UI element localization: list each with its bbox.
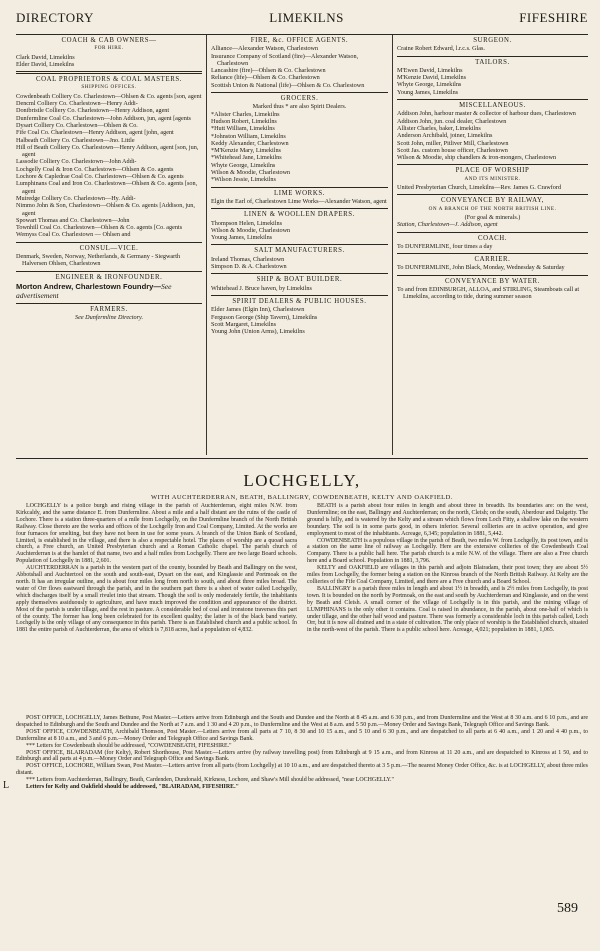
- list-item: Wilson & Moodie, Charlestown: [211, 226, 291, 234]
- list-item: Wemyss Coal Co. Charlestown — Ohlsen and: [16, 231, 131, 239]
- section-divider: [397, 164, 588, 165]
- section-divider: [211, 208, 388, 209]
- paragraph: LOCHGELLY is a police burgh and rising village in the parish of Auchterderran, eight miles N.W. from Kirkcaldy, and the same distance E. from Dunfermline. About a mile and a half distant are the ruins of the castle of Lochore. There is a station three-quarters of a mile from Lochgelly, on the Dunfermline branch of the North British Railway. Close thereto are the works and offices of the Lochgelly Iron and Coal Company, Limited. At the works are four furnaces for smelting, but they have not been in use for some years. A branch of the Union Bank of Scotland, Limited, is established in the village, and there is also a respectable hotel. The places of worship are a quoad sacra church, a Free church, an United Presbyterian church and a Roman Catholic chapel. The parish church of Auchterderran is at the hamlet of that name, two and a half miles from Lochgelly. There are two large Board schools. Population of Lochgelly in 1881, 2,601.: [16, 503, 297, 565]
- section-divider: [16, 71, 202, 74]
- paragraph: BALLINGRY is a parish three miles in length and about 1½ in breadth, and is 2½ miles from Lochgelly, its post town. It is bounded on the north by Portmoak, on the east and south by Auchterderran and Kinglassie, and on the west by Beath and Cleish. A small corner of the village of Lochgelly is in this parish, and the mining village of LUMPHINANS is the only other it contains. Coal is raised in abundance, in the parish, about one-half of which is under tillage, and the other half wood and pasture. There was formerly a considerable loch in this parish called, Loch Orr, but it is now all drained and in a state of cultivation. The only place of worship is the Established church, situated in the north-west of the parish. There is a public school here. Acreage, 4,021; population in 1881, 1,065.: [307, 585, 588, 634]
- section-divider: [397, 99, 588, 100]
- list-item: *Alister Charles, Limekilns: [211, 110, 280, 118]
- section-divider: [397, 232, 588, 233]
- head-right: FIFESHIRE: [519, 10, 588, 25]
- section-title-linen: LINEN & WOOLLEN DRAPERS.: [244, 211, 355, 219]
- list-item: Nimmo John & Son, Charlestown—Ohlsen & Co. agents [Addison, jun, agent: [16, 202, 195, 217]
- coach-list: [16, 54, 202, 69]
- section-divider: [211, 295, 388, 296]
- ship-entry: Whitehead J. Bruce haven, by Limekilns: [211, 284, 312, 292]
- list-item: Anderson Archibald, joiner, Limekilns: [397, 132, 493, 140]
- list-item: Elder David, Limekilns: [16, 60, 75, 68]
- section-title-surgeon: SURGEON.: [473, 37, 512, 44]
- list-item: Lochore & Capledrae Coal Co. Charlestown—Ohlsen & Co. agents: [16, 173, 184, 181]
- section-sub-coach: FOR HIRE.: [94, 45, 124, 52]
- head-left: DIRECTORY: [16, 10, 94, 25]
- consul-entry: Denmark, Sweden, Norway, Netherlands, & Germany - Siegwarth Halversen Ohlsen, Charlestown: [16, 253, 181, 268]
- section-divider: [397, 194, 588, 195]
- list-item: Young James, Limekilns: [397, 88, 459, 96]
- list-item: Dysart Colliery Co. Charlestown—Ohlsen & Co.: [16, 121, 138, 129]
- list-item: Whyte George, Limekilns: [397, 81, 462, 89]
- linen-list: [211, 220, 388, 242]
- list-item: Halbeath Colliery Co. Charlestown—Jno. Little: [16, 136, 135, 144]
- paragraph: POST OFFICE, LOCHORE, William Swan, Post Master.—Letters arrive from all parts (from Lochgelly) at 10 10 a.m., and are despatched thereto at 3 5 p.m.—The nearest Money Order Office, &c. is at LOCHGELLY, about three miles distant.: [16, 763, 588, 777]
- section-title-consul: CONSUL—VICE.: [79, 244, 139, 252]
- surgeon-entry: Craine Robert Edward, l.r.c.s. Glas.: [397, 45, 485, 53]
- engineer-advert-name: Morton Andrew, Charlestown Foundry—: [16, 281, 161, 291]
- margin-mark: L: [3, 780, 10, 791]
- list-item: Scottish Union & National (life)—Ohlsen & Co. Charlestown: [211, 81, 365, 89]
- section-title-grocers: GROCERS.: [280, 95, 319, 103]
- list-item: Spowart Thomas and Co. Charlestown—John: [16, 216, 130, 224]
- list-item: Hill of Beath Colliery Co. Charlestown—Henry Addison, agent [son, jun, agent: [16, 143, 199, 159]
- list-item: Townhill Coal Co. Charlestown—Ohlsen & Co. agents [Co. agents: [16, 224, 183, 232]
- paragraph: POST OFFICE, LOCHGELLY, James Bethune, Post Master.—Letters arrive from Edinburgh and the South and Dundee and the North at 8 45 a.m. and 6 30 p.m., and from Dunfermline and the West at 8 30 a.m. and 6 10 p.m., and are despatched to Edinburgh and the South and Dundee and the North at 7 a.m. and 1 30 and 4 20 p.m., to Dunfermline and the West at 8 a.m. and 5 50 p.m.—Money Order and Savings Bank, Telegraph Office and Savings Bank.: [16, 715, 588, 728]
- section-title-water: CONVEYANCE BY WATER.: [445, 277, 540, 285]
- paragraph: Letters for Kelty and Oakfield should be addressed, "BLAIRADAM, FIFESHIRE.": [26, 784, 239, 791]
- list-item: Lancashire (fire)—Ohlsen & Co. Charlestown: [211, 67, 326, 75]
- page-number: 589: [557, 901, 578, 916]
- spirit-list: [211, 306, 388, 335]
- list-item: Allister Charles, baker, Limekilns: [397, 124, 481, 132]
- list-item: Addison John, harbour master & collector of harbour dues, Charlestown: [397, 110, 576, 118]
- railway-note: (For goal & minerals.): [464, 213, 521, 221]
- section-title-ship: SHIP & BOAT BUILDER.: [256, 276, 343, 284]
- list-item: Lumphinans Coal and Iron Co. Charlestown—Ohlsen & Co. agents [son, agent: [16, 180, 198, 195]
- engineer-advert: [16, 282, 202, 300]
- section-title-spirit: SPIRIT DEALERS & PUBLIC HOUSES.: [232, 297, 367, 305]
- place-subtitle: WITH AUCHTERDERRAN, BEATH, BALLINGRY, COWDENBEATH, KELTY AND OAKFIELD.: [151, 494, 453, 501]
- list-item: Lassodie Colliery Co. Charlestown—John Addi-: [16, 158, 137, 166]
- place-title: LOCHGELLY,: [243, 471, 361, 490]
- section-divider: [16, 242, 202, 243]
- list-item: Whyte George, Limekilns: [211, 161, 276, 169]
- section-divider: [211, 244, 388, 245]
- section-title-tailors: TAILORS.: [475, 58, 510, 66]
- trade-columns: [16, 35, 588, 455]
- coal-list: [16, 93, 202, 239]
- section-rule: [16, 458, 588, 459]
- description-columns: [16, 503, 588, 713]
- running-head: [16, 10, 588, 28]
- list-item: M'Ewen David, Limekilns: [397, 66, 463, 74]
- misc-list: [397, 110, 588, 161]
- paragraph: KELTY and OAKFIELD are villages in this parish and adjoin Blairadam, their post town; they are about 5½ miles from Lochgelly, the former being a station on the Kinross branch of the North British Railway. At Kelty are the collieries of the Fife Coal Company, Limited, and there are a Free church and a Board School.: [307, 565, 588, 585]
- section-title-railway: CONVEYANCE BY RAILWAY,: [441, 197, 544, 205]
- list-item: Young John (Union Arms), Limekilns: [211, 328, 305, 336]
- post-office-notes: [16, 715, 588, 865]
- coach-entry: To DUNFERMLINE, four times a day: [397, 242, 493, 250]
- grocers-list: [211, 111, 388, 184]
- section-divider: [397, 275, 588, 276]
- list-item: Scott Jas. custom house officer, Charlestown: [397, 146, 508, 154]
- section-title-engineer: ENGINEER & IRONFOUNDER.: [55, 273, 163, 281]
- list-item: Thompson Helen, Limekilns: [211, 219, 282, 227]
- list-item: Scott John, miller, Pitliver Mill, Charlestown: [397, 139, 509, 147]
- paragraph: *** Letters from Auchterderran, Ballingry, Beath, Cardenden, Dundonald, Kirkness, Lochore, and Shaw's Mill should be addressed, "near LOCHGELLY.": [26, 777, 394, 784]
- list-item: Fife Coal Co. Charlestown—Henry Addison, agent [john, agent: [16, 129, 174, 137]
- engineer-advert-note: See advertisement: [16, 281, 172, 300]
- section-sub-coal: SHIPPING OFFICES.: [81, 84, 137, 91]
- list-item: Dencml Colliery Co. Charlestown—Henry Addi-: [16, 100, 138, 108]
- section-title-fire: FIRE, &c. OFFICE AGENTS.: [250, 37, 349, 44]
- list-item: Hudson Robert, Limekilns: [211, 117, 277, 125]
- list-item: Clark David, Limekilns: [16, 53, 75, 61]
- section-title-lime: LIME WORKS.: [273, 189, 326, 197]
- list-item: Wilson & Moodie, Charlestown: [211, 169, 291, 177]
- paragraph: COWDENBEATH is a populous village in the parish of Beath, two miles W. from Lochgelly, its post town, and is a station on the same line of railway as Lochgelly. Here are the extensive collieries of the Cowdenbeath Coal Company. There is a public hall here. The parish church is a mile N.W. of the village. There are also a Free church here and a Board school. Population in 1881, 3,796.: [307, 537, 588, 565]
- list-item: Young James, Limekilns: [211, 234, 273, 242]
- list-item: Keddy Alexander, Charlestown: [211, 139, 289, 147]
- list-item: Reliance (life)—Ohlsen & Co. Charlestown: [211, 74, 320, 82]
- section-title-salt: SALT MANUFACTURERS.: [254, 247, 345, 255]
- list-item: Dunfermline Coal Co. Charlestown—John Addison, jun, agent [agents: [16, 114, 191, 122]
- section-title-misc: MISCELLANEOUS.: [459, 102, 526, 110]
- list-item: Ferguson George (Ship Tavern), Limekilns: [211, 313, 318, 321]
- tailors-list: [397, 67, 588, 96]
- list-item: Muiredge Colliery Co. Charlestown—Hy. Addi-: [16, 194, 136, 202]
- section-divider: [16, 271, 202, 272]
- list-item: Alliance—Alexander Watson, Charlestown: [211, 45, 319, 53]
- list-item: Simpson D. & A. Charlestown: [211, 263, 287, 271]
- salt-list: [211, 256, 388, 271]
- carrier-entry: To DUNFERMLINE, John Black, Monday, Wednesday & Saturday: [397, 264, 565, 272]
- section-divider: [211, 273, 388, 274]
- section-divider: [211, 187, 388, 188]
- description-right: [307, 503, 588, 713]
- worship-entry: United Presbyterian Church, Limekilns—Rev. James G. Crawford: [397, 184, 562, 192]
- list-item: *M'Kenzie Mary, Limekilns: [211, 147, 281, 155]
- list-item: Wilson & Moodie, ship chandlers & iron-mongers, Charlestown: [397, 154, 557, 162]
- description-left: [16, 503, 297, 713]
- section-title-coach: COACH & CAB OWNERS—: [61, 37, 157, 44]
- paragraph: POST OFFICE, COWDENBEATH, Archibald Thomson, Post Master.—Letters arrive from all parts at 7 10, 8 30 and 10 15 a.m., and 5 10 and 6 30 p.m., and are despatched to all parts at 6 40 a.m., and 1 20 and 4 40 p.m., to Dunfermline at 8 10 a.m., and 3 and 6 p.m.—Money Order and Telegraph Office and Savings Bank.: [16, 728, 588, 742]
- list-item: Elder James (Elgin Inn), Charlestown: [211, 306, 305, 314]
- section-sub-worship: AND ITS MINISTER.: [464, 175, 521, 182]
- list-item: Ireland Thomas, Charlestown: [211, 255, 285, 263]
- paragraph: AUCHTERDERRAN is a parish in the western part of the county, bounded by Beath and Ballingry on the west, Abbotshall and Auchtertool on the south and south-east, Dysart on the east, and Kinglassie and Portmoak on the north. It has an irregular outline, and is about four miles long from north to south, and about three miles broad. The water of Orr flows eastward through the parish, and in the southern part there is a sheet of water called Lochgelly, which discharges itself by a small rivulet into that stream. Though the soil is only moderately fertile, the inhabitants apply themselves assiduously to agriculture, and have much improved the condition and appearance of the district. Most of the parish is under tillage, and the rest in pasture. A considerable bed of coal and ironstone traverses this part of the county. The former has long been celebrated for its excellent quality; the latter is of the black band variety. Lochgelly is the only village of any consequence in this parish. There is an Established church and a public school. In 1881 the entire parish of Auchterderran, the area of which is 7,818 acres, had a population of 4,832.: [16, 565, 297, 634]
- section-divider: [397, 56, 588, 57]
- section-divider: [397, 253, 588, 254]
- lime-entry: Elgin the Earl of, Charlestown Lime Works—Alexander Watson, agent: [211, 197, 387, 205]
- fire-list: [211, 45, 388, 89]
- column-3: [392, 35, 588, 455]
- column-1: [16, 35, 206, 455]
- list-item: Scott Margaret, Limekilns: [211, 320, 277, 328]
- list-item: Cowdenbeath Colliery Co. Charlestown—Ohlsen & Co. agents [son, agent: [16, 92, 202, 100]
- list-item: Donibristle Colliery Co. Charlestown—Henry Addison, agent: [16, 107, 170, 115]
- section-title-coal: COAL PROPRIETORS & COAL MASTERS.: [35, 76, 183, 84]
- list-item: M'Kenzie David, Limekilns: [397, 74, 466, 82]
- list-item: *Johnston William, Limekilns: [211, 132, 286, 140]
- list-item: *Wilson Jessie, Limekilns: [211, 176, 276, 184]
- list-item: *Hutt William, Limekilns: [211, 125, 275, 133]
- paragraph: POST OFFICE, BLAIRADAM (for Kelty), Robert Shorthouse, Post Master.—Letters arrive (by railway travelling post) from Edinburgh at 9 15 a.m., and from Kinross at 11 20 a.m., and are despatched to Kinross at 1 50, and to Edinburgh and all parts at 4 p.m.—Money Order and Telegraph Office and Savings Bank.: [16, 749, 588, 763]
- railway-entry: Station, Charlestown—J. Addison, agent: [397, 221, 498, 229]
- list-item: Lochgelly Coal & Iron Co. Charlestown—Ohlsen & Co. agents: [16, 165, 174, 173]
- section-sub-railway: ON A BRANCH OF THE NORTH BRITISH LINE.: [428, 205, 557, 212]
- section-divider: [211, 92, 388, 93]
- section-title-carrier: CARRIER.: [474, 256, 511, 264]
- list-item: *Whitehead Jane, Limekilns: [211, 154, 282, 162]
- paragraph: BEATH is a parish about four miles in length and about three in breadth. Its boundaries are: on the west, Dunfermline; on the east, Ballingry and Auchterderran; on the north, Cleish; on the south, Aberdour and Dalgetty. The ground is hilly, and is watered by the Kelty and a stream which flows from Loch Fitty, a shallow lake on the western boundary. The soil is in some parts good, in others inferior. Several collieries are in active operation, and give employment to most of the inhabitants. Acreage, 6,345; population in 1881, 5,442.: [307, 503, 588, 537]
- section-title-farmers: FARMERS.: [90, 305, 128, 313]
- list-item: Insurance Company of Scotland (fire)—Alexander Watson, Charlestown: [211, 52, 359, 67]
- head-center: LIMEKILNS: [269, 10, 344, 25]
- grocers-note: Marked thus * are also Spirit Dealers.: [252, 103, 347, 111]
- water-entry: To and from EDINBURGH, ALLOA, and STIRLING, Steamboats call at Limekilns, according to tide, during summer season: [397, 286, 580, 301]
- column-2: [206, 35, 392, 455]
- paragraph: *** Letters for Cowdenbeath should be addressed, "COWDENBEATH, FIFESHIRE.": [26, 742, 232, 749]
- list-item: Addison John, jun. coal dealer, Charlestown: [397, 117, 507, 125]
- section-title-coach3: COACH.: [477, 234, 508, 242]
- farmers-entry: See Dunfermline Directory.: [75, 314, 143, 322]
- section-divider: [16, 303, 202, 304]
- section-title-worship: PLACE OF WORSHIP: [455, 167, 530, 175]
